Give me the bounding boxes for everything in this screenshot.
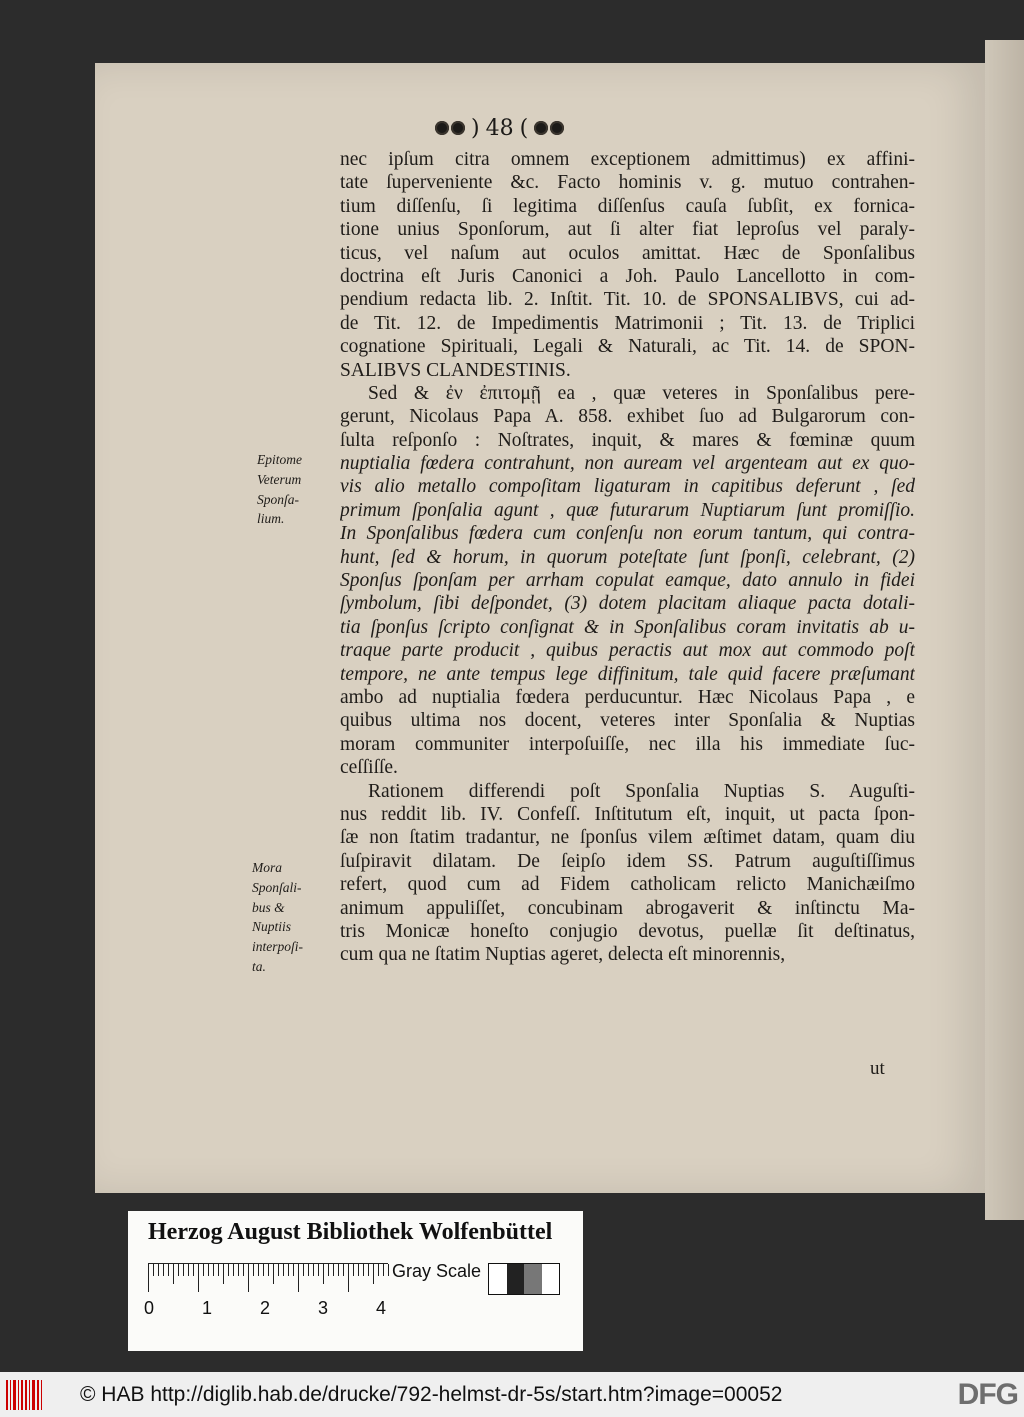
ruler-tick — [283, 1264, 284, 1276]
ruler-tick — [373, 1264, 374, 1284]
text-line: nuptialia fœdera contrahunt, non auream vel argenteam aut ex quo- — [340, 453, 915, 475]
ruler-tick — [153, 1264, 154, 1276]
ruler-tick — [173, 1264, 174, 1284]
ruler-tick — [313, 1264, 314, 1276]
text-line: ſulta reſponſo : Noſtrates, inquit, & mares & fœminæ quum — [340, 429, 915, 451]
ruler-tick — [308, 1264, 309, 1276]
margin-note-epitome — [257, 450, 302, 529]
text-line: SALIBVS CLANDESTINIS. — [340, 359, 571, 381]
header-open-paren: ) — [471, 115, 480, 141]
text-line: Sed & ἐν ἐπιτομῇ ea , quæ veteres in Sponſalibus pere- — [368, 382, 915, 404]
text-line: gerunt, Nicolaus Papa A. 858. exhibet ſuo ad Bulgarorum con- — [340, 406, 915, 428]
ruler-tick — [298, 1264, 299, 1292]
margin-note-line: Epitome — [257, 452, 302, 467]
text-line: ceſſiſſe. — [340, 757, 398, 779]
ruler-tick — [168, 1264, 169, 1276]
ruler-tick — [233, 1264, 234, 1276]
citation-link[interactable]: © HAB http://diglib.hab.de/drucke/792-helmst-dr-5s/start.htm?image=00052 — [80, 1382, 783, 1406]
margin-note-line: Nuptiis — [252, 919, 292, 935]
ruler-tick — [188, 1264, 189, 1276]
text-line: primum ſponſalia agunt , quæ futurarum Nuptiarum ſunt promiſſio. — [340, 499, 915, 521]
ruler-tick — [328, 1264, 329, 1276]
ruler-number: 0 — [144, 1298, 155, 1318]
text-line: ſymbolum, ſibi deſpondet, (3) dotem placitam aliaque pacta dotali- — [340, 593, 915, 615]
text-line: cognatione Spirituali, Legali & Naturali, ac Tit. 14. de SPON- — [340, 336, 915, 358]
ruler-tick — [323, 1264, 324, 1284]
ruler-tick — [263, 1264, 264, 1276]
text-line: Sponſus ſponſam per arrham copulat eamque, dato annulo in fidei — [340, 570, 915, 592]
text-line: ambo ad nuptialia fœdera perducuntur. Hæc Nicolaus Papa , e — [340, 686, 915, 708]
ruler-tick — [333, 1264, 334, 1276]
text-line: vis alio metallo compoſitam ligaturam in capitibus deferunt , ſed — [340, 476, 915, 498]
ruler-tick — [218, 1264, 219, 1276]
margin-note-line: ta. — [252, 958, 266, 974]
text-line: pendium redacta lib. 2. Inſtit. Tit. 10. de SPONSALIBVS, cui ad- — [340, 289, 915, 311]
text-line: tione unius Sponſorum, aut ſi alter fiat leproſus vel paraly- — [340, 219, 915, 241]
adjacent-page-edge — [985, 40, 1024, 1220]
ruler-scale — [148, 1263, 388, 1292]
ruler-tick — [258, 1264, 259, 1276]
ruler-number: 4 — [376, 1298, 387, 1318]
text-line: de Tit. 12. de Impedimentis Matrimonii ; Tit. 13. de Triplici — [340, 312, 915, 334]
ruler-tick — [148, 1264, 149, 1292]
text-line: ſæ non ſtatim tradantur, ne ſponſus vilem æſtimet datam, quam diu — [340, 827, 915, 849]
text-line: hunt, ſed & horum, in quorum poteſtate ſunt ſponſi, celebrant, (2) — [340, 546, 915, 568]
ruler-number: 2 — [260, 1298, 271, 1318]
ruler-number: 3 — [318, 1298, 329, 1318]
ruler-tick — [348, 1264, 349, 1292]
text-line: tate ſuperveniente &c. Facto hominis v. g. mutuo contrahen- — [340, 172, 915, 194]
library-label-card — [128, 1211, 583, 1351]
ruler-tick — [368, 1264, 369, 1276]
ruler-tick — [268, 1264, 269, 1276]
ornament-right — [534, 121, 564, 135]
text-line: cum qua ne ſtatim Nuptias ageret, delecta eſt minorennis, — [340, 944, 786, 966]
text-line: tempore, ne ante tempus lege diffinitum, tale quid facere præſumant — [340, 663, 915, 685]
ruler-tick — [378, 1264, 379, 1276]
ruler-tick — [158, 1264, 159, 1276]
text-line: animum appuliſſet, concubinam abrogaverit & inſtinctu Ma- — [340, 897, 915, 919]
gray-scale-strip — [488, 1263, 560, 1295]
margin-note-line: Sponſali- — [252, 879, 302, 895]
dfg-logo: DFG — [957, 1378, 1018, 1411]
ruler-tick — [278, 1264, 279, 1276]
ruler-tick — [338, 1264, 339, 1276]
margin-note-mora — [252, 858, 303, 977]
ruler-tick — [288, 1264, 289, 1276]
ruler-tick — [243, 1264, 244, 1276]
ruler-tick — [183, 1264, 184, 1276]
ruler-number: 1 — [202, 1298, 213, 1318]
margin-note-line: Veterum — [257, 471, 302, 487]
ruler-tick — [248, 1264, 249, 1292]
text-line: nec ipſum citra omnem exceptionem admittimus) ex affini- — [340, 149, 915, 170]
ruler-tick — [203, 1264, 204, 1276]
ruler-tick — [208, 1264, 209, 1276]
margin-note-line: bus & — [252, 899, 285, 915]
barcode-icon — [6, 1380, 52, 1410]
text-line: quibus ultima nos docent, veteres inter Sponſalia & Nuptias — [340, 710, 915, 732]
text-line: doctrina eſt Juris Canonici a Joh. Paulo Lancellotto in com- — [340, 265, 915, 287]
margin-note-line: Mora — [252, 860, 282, 875]
text-line: tia ſponſus ſcripto conſignat & in Sponſalibus coram invitatis ab u- — [340, 616, 915, 638]
ruler-tick — [353, 1264, 354, 1276]
text-line: moram communiter interpoſuiſſe, nec illa his immediate ſuc- — [340, 733, 915, 755]
text-line: tris Monicæ honeſto conjugio devotus, puellæ ſit deſtinatus, — [340, 920, 915, 942]
ruler-tick — [178, 1264, 179, 1276]
footer-bar — [0, 1372, 1024, 1417]
text-line: tium diſſenſu, ſi legitima diſſenſus cauſa ſubſit, ex fornica- — [340, 195, 915, 217]
text-line: ſuſpiravit dilatam. De ſeipſo idem SS. Patrum auguſtiſſimus — [340, 850, 915, 872]
ruler-tick — [343, 1264, 344, 1276]
text-line: In Sponſalibus fœdera cum conſenſu non eorum tantum, qui contra- — [340, 523, 915, 545]
text-line: Rationem differendi poſt Sponſalia Nuptias S. Auguſti- — [368, 780, 915, 802]
ruler-tick — [383, 1264, 384, 1276]
margin-note-line: Sponſa- — [257, 491, 299, 507]
catchword: ut — [870, 1058, 885, 1079]
ruler-tick — [228, 1264, 229, 1276]
ruler-tick — [193, 1264, 194, 1276]
ruler-tick — [273, 1264, 274, 1284]
ruler-tick — [388, 1264, 389, 1276]
ruler-tick — [223, 1264, 224, 1284]
ruler-tick — [363, 1264, 364, 1276]
ruler-tick — [213, 1264, 214, 1276]
page-number: 48 — [485, 115, 514, 141]
library-name: Herzog August Bibliothek Wolfenbüttel — [148, 1219, 553, 1245]
text-line: traque parte producit , quibus peractis aut mox aut commodo poſt — [340, 640, 915, 662]
ruler-tick — [238, 1264, 239, 1276]
ruler-tick — [163, 1264, 164, 1276]
page-header — [435, 112, 735, 144]
margin-note-line: lium. — [257, 511, 285, 527]
text-line: nus reddit lib. IV. Confeſſ. Inſtitutum eſt, inquit, ut pacta ſpon- — [340, 803, 915, 825]
gray-scale-label: Gray Scale — [392, 1261, 482, 1281]
text-line: ticus, vel naſum aut oculos amittat. Hæc de Sponſalibus — [340, 242, 915, 264]
ruler-tick — [318, 1264, 319, 1276]
text-line: refert, quod cum ad Fidem catholicam relicto Manichæiſmo — [340, 874, 915, 896]
body-text — [340, 148, 915, 967]
ruler-tick — [198, 1264, 199, 1292]
ornament-left — [435, 121, 465, 135]
margin-note-line: interpoſi- — [252, 939, 303, 955]
ruler-tick — [303, 1264, 304, 1276]
header-close-paren: ( — [519, 115, 529, 141]
ruler-tick — [293, 1264, 294, 1276]
ruler-tick — [358, 1264, 359, 1276]
ruler-tick — [253, 1264, 254, 1276]
